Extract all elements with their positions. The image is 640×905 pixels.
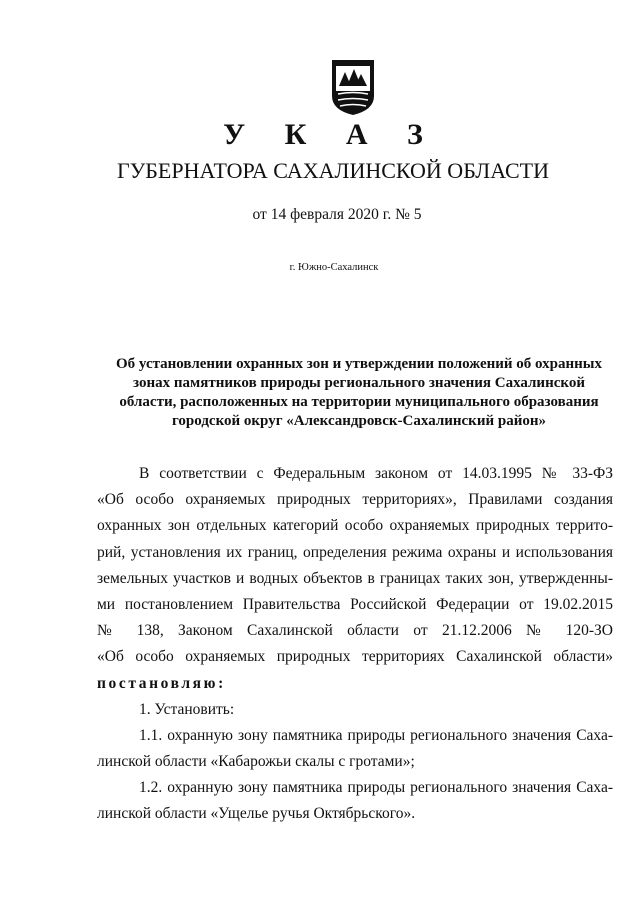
- decree-word: постановляю:: [97, 674, 226, 692]
- preamble-line: «Об особо охраняемых природных территориях», Правилами создания: [97, 491, 613, 509]
- preamble-line: рий, установления их границ, определения режима охраны и использования: [97, 543, 613, 561]
- document-title: У К А З: [223, 118, 439, 151]
- heading-line: области, расположенных на территории муниципального образования: [119, 394, 599, 410]
- heading-line: Об установлении охранных зон и утверждении положений об охранных: [115, 356, 602, 372]
- item-1-2-line: 1.2. охранную зону памятника природы регионального значения Саха-: [139, 779, 613, 797]
- heading-line: зонах памятников природы регионального значения Сахалинской: [133, 375, 585, 391]
- preamble-line: В соответствии с Федеральным законом от 14.03.1995 № 33-ФЗ: [139, 465, 613, 482]
- document-body: [97, 461, 613, 828]
- document-city: г. Южно-Сахалинск: [289, 262, 379, 273]
- item-1: 1. Установить:: [139, 700, 235, 718]
- item-1-1-line: 1.1. охранную зону памятника природы регионального значения Саха-: [139, 726, 613, 744]
- item-1-2-line: линской области «Ущелье ручья Октябрьского».: [97, 805, 416, 823]
- preamble-line: охранных зон отдельных категорий особо охраняемых природных террито-: [97, 517, 613, 535]
- document-issuer: ГУБЕРНАТОРА САХАЛИНСКОЙ ОБЛАСТИ: [117, 158, 549, 183]
- preamble-line: земельных участков и водных объектов в границах таких зон, утвержденны-: [97, 569, 613, 587]
- document-date-number: от 14 февраля 2020 г. № 5: [252, 206, 422, 223]
- item-1-1-line: линской области «Кабарожьи скалы с гротами»;: [97, 753, 415, 771]
- sakhalin-coat-of-arms-icon: [330, 58, 376, 116]
- heading-line: городской округ «Александровск-Сахалинский район»: [171, 413, 546, 429]
- preamble-line: № 138, Законом Сахалинской области от 21.12.2006 № 120-ЗО: [97, 622, 613, 640]
- document-heading: [96, 355, 622, 431]
- preamble-line: «Об особо охраняемых природных территориях Сахалинской области»: [97, 648, 613, 666]
- preamble-line: ми постановлением Правительства Российской Федерации от 19.02.2015: [97, 595, 613, 613]
